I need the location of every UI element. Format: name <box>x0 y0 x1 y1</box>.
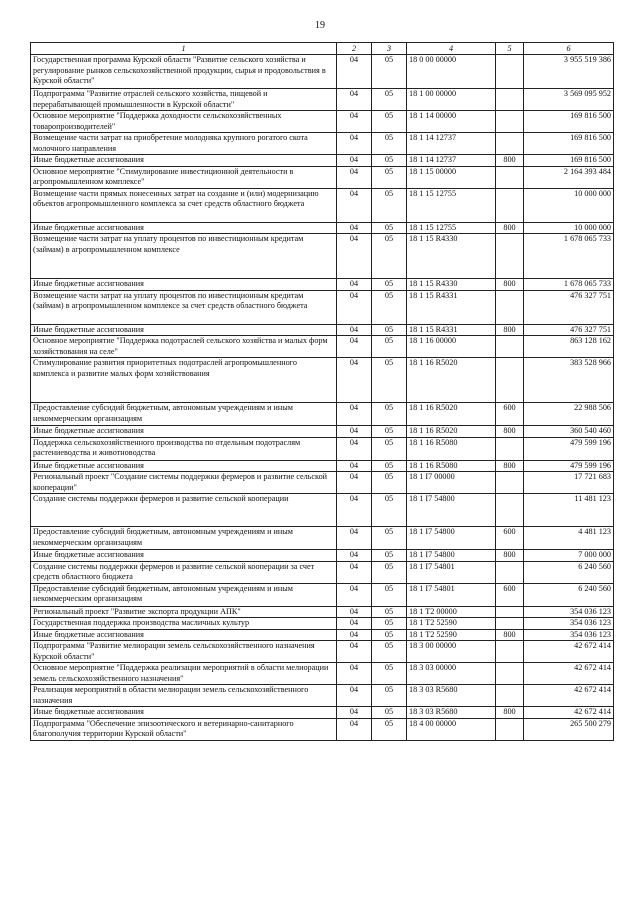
cell-target-code: 18 1 15 00000 <box>407 166 496 188</box>
cell-expense-type <box>496 641 524 663</box>
table-row <box>31 606 614 618</box>
cell-name: Возмещение части затрат на приобретение молодняка крупного рогатого скота молочного направления <box>31 133 337 155</box>
cell-name: Государственная поддержка производства масличных культур <box>31 618 337 630</box>
cell-target-code: 18 1 I7 54801 <box>407 561 496 583</box>
cell-code-3: 05 <box>372 606 407 618</box>
cell-amount: 6 240 560 <box>524 583 614 606</box>
cell-amount: 354 036 123 <box>524 618 614 630</box>
table-row <box>31 324 614 336</box>
cell-amount: 11 481 123 <box>524 494 614 527</box>
cell-code-3: 05 <box>372 718 407 740</box>
cell-amount: 17 721 683 <box>524 472 614 494</box>
cell-code-3: 05 <box>372 685 407 707</box>
cell-code-2: 04 <box>337 606 372 618</box>
cell-target-code: 18 1 16 R5020 <box>407 358 496 403</box>
cell-expense-type: 800 <box>496 550 524 562</box>
col-header-5: 5 <box>496 43 524 55</box>
cell-expense-type: 800 <box>496 460 524 472</box>
cell-amount: 42 672 414 <box>524 663 614 685</box>
table-row <box>31 494 614 527</box>
cell-code-3: 05 <box>372 618 407 630</box>
cell-amount: 42 672 414 <box>524 641 614 663</box>
cell-amount: 42 672 414 <box>524 707 614 719</box>
cell-code-3: 05 <box>372 707 407 719</box>
cell-name: Возмещение части прямых понесенных затрат на создание и (или) модернизацию объектов агропромышленного комплекса за счет средств областного бюджета <box>31 188 337 222</box>
cell-code-3: 05 <box>372 437 407 460</box>
cell-amount: 1 678 065 733 <box>524 279 614 291</box>
cell-code-3: 05 <box>372 494 407 527</box>
cell-code-3: 05 <box>372 426 407 438</box>
table-row <box>31 663 614 685</box>
cell-name: Предоставление субсидий бюджетным, автономным учреждениям и иным некоммерческим организациям <box>31 527 337 550</box>
table-row <box>31 133 614 155</box>
table-row <box>31 426 614 438</box>
table-row <box>31 460 614 472</box>
cell-expense-type <box>496 561 524 583</box>
cell-amount: 354 036 123 <box>524 606 614 618</box>
cell-amount: 169 816 500 <box>524 111 614 133</box>
cell-code-2: 04 <box>337 583 372 606</box>
col-header-4: 4 <box>407 43 496 55</box>
cell-code-3: 05 <box>372 166 407 188</box>
cell-expense-type: 800 <box>496 426 524 438</box>
cell-code-3: 05 <box>372 279 407 291</box>
cell-amount: 383 528 966 <box>524 358 614 403</box>
cell-expense-type <box>496 618 524 630</box>
table-row <box>31 358 614 403</box>
cell-name: Подпрограмма "Обеспечение эпизоотического и ветеринарно-санитарного благополучия территории Курской области" <box>31 718 337 740</box>
page-number: 19 <box>315 20 325 31</box>
cell-name: Иные бюджетные ассигнования <box>31 550 337 562</box>
cell-target-code: 18 1 I7 54801 <box>407 583 496 606</box>
cell-expense-type <box>496 188 524 222</box>
cell-target-code: 18 1 T2 00000 <box>407 606 496 618</box>
cell-name: Государственная программа Курской области "Развитие сельского хозяйства и регулирование рынков сельскохозяйственной продукции, сырья и продовольствия в Курской области" <box>31 55 337 89</box>
cell-code-2: 04 <box>337 155 372 167</box>
table-row <box>31 290 614 324</box>
cell-target-code: 18 1 15 R4331 <box>407 324 496 336</box>
cell-target-code: 18 1 15 R4331 <box>407 290 496 324</box>
cell-code-2: 04 <box>337 629 372 641</box>
cell-expense-type <box>496 336 524 358</box>
cell-amount: 360 540 460 <box>524 426 614 438</box>
cell-target-code: 18 0 00 00000 <box>407 55 496 89</box>
cell-amount: 10 000 000 <box>524 222 614 234</box>
cell-target-code: 18 1 T2 52590 <box>407 618 496 630</box>
cell-code-2: 04 <box>337 663 372 685</box>
cell-amount: 22 988 506 <box>524 403 614 426</box>
cell-amount: 3 569 095 952 <box>524 89 614 111</box>
col-header-3: 3 <box>372 43 407 55</box>
cell-code-3: 05 <box>372 550 407 562</box>
cell-code-3: 05 <box>372 290 407 324</box>
cell-code-3: 05 <box>372 336 407 358</box>
cell-code-3: 05 <box>372 55 407 89</box>
cell-name: Основное мероприятие "Поддержка доходности сельскохозяйственных товаропроизводителей" <box>31 111 337 133</box>
cell-code-2: 04 <box>337 685 372 707</box>
cell-name: Подпрограмма "Развитие отраслей сельского хозяйства, пищевой и перерабатывающей промышленности в Курской области" <box>31 89 337 111</box>
cell-expense-type <box>496 358 524 403</box>
cell-code-3: 05 <box>372 324 407 336</box>
table-row <box>31 155 614 167</box>
table-row <box>31 222 614 234</box>
cell-code-2: 04 <box>337 561 372 583</box>
cell-name: Реализация мероприятий в области мелиорации земель сельскохозяйственного назначения <box>31 685 337 707</box>
cell-expense-type <box>496 111 524 133</box>
cell-expense-type: 600 <box>496 403 524 426</box>
cell-expense-type: 800 <box>496 222 524 234</box>
cell-code-2: 04 <box>337 550 372 562</box>
table-row <box>31 166 614 188</box>
table-row <box>31 472 614 494</box>
table-row <box>31 550 614 562</box>
cell-expense-type <box>496 718 524 740</box>
cell-target-code: 18 4 00 00000 <box>407 718 496 740</box>
cell-expense-type: 600 <box>496 527 524 550</box>
table-body <box>31 55 614 741</box>
table-row <box>31 629 614 641</box>
cell-code-2: 04 <box>337 324 372 336</box>
cell-name: Иные бюджетные ассигнования <box>31 707 337 719</box>
cell-code-3: 05 <box>372 234 407 279</box>
cell-code-3: 05 <box>372 403 407 426</box>
cell-code-2: 04 <box>337 437 372 460</box>
cell-name: Предоставление субсидий бюджетным, автономным учреждениям и иным некоммерческим организациям <box>31 403 337 426</box>
cell-amount: 169 816 500 <box>524 155 614 167</box>
table-row <box>31 707 614 719</box>
cell-name: Иные бюджетные ассигнования <box>31 155 337 167</box>
cell-amount: 863 128 162 <box>524 336 614 358</box>
cell-name: Создание системы поддержки фермеров и развитие сельской кооперации за счет средств областного бюджета <box>31 561 337 583</box>
cell-target-code: 18 1 16 R5020 <box>407 403 496 426</box>
cell-expense-type <box>496 89 524 111</box>
cell-expense-type: 800 <box>496 707 524 719</box>
cell-name: Региональный проект "Развитие экспорта продукции АПК" <box>31 606 337 618</box>
cell-code-2: 04 <box>337 403 372 426</box>
cell-code-3: 05 <box>372 663 407 685</box>
cell-expense-type: 600 <box>496 583 524 606</box>
cell-target-code: 18 3 00 00000 <box>407 641 496 663</box>
cell-amount: 10 000 000 <box>524 188 614 222</box>
cell-code-2: 04 <box>337 234 372 279</box>
table-row <box>31 336 614 358</box>
table-header-row <box>31 43 614 55</box>
cell-code-3: 05 <box>372 222 407 234</box>
cell-name: Региональный проект "Создание системы поддержки фермеров и развитие сельской кооперации" <box>31 472 337 494</box>
cell-code-2: 04 <box>337 618 372 630</box>
col-header-1: 1 <box>31 43 337 55</box>
cell-code-2: 04 <box>337 111 372 133</box>
cell-code-3: 05 <box>372 583 407 606</box>
cell-amount: 354 036 123 <box>524 629 614 641</box>
cell-name: Предоставление субсидий бюджетным, автономным учреждениям и иным некоммерческим организациям <box>31 583 337 606</box>
cell-amount: 479 599 196 <box>524 437 614 460</box>
cell-name: Иные бюджетные ассигнования <box>31 629 337 641</box>
cell-target-code: 18 1 15 R4330 <box>407 279 496 291</box>
cell-expense-type <box>496 166 524 188</box>
col-header-2: 2 <box>337 43 372 55</box>
cell-code-2: 04 <box>337 641 372 663</box>
cell-code-2: 04 <box>337 188 372 222</box>
cell-amount: 479 599 196 <box>524 460 614 472</box>
cell-code-2: 04 <box>337 166 372 188</box>
cell-code-3: 05 <box>372 155 407 167</box>
cell-target-code: 18 3 03 R5680 <box>407 685 496 707</box>
cell-expense-type <box>496 494 524 527</box>
cell-name: Иные бюджетные ассигнования <box>31 279 337 291</box>
cell-code-3: 05 <box>372 629 407 641</box>
table-row <box>31 55 614 89</box>
cell-target-code: 18 3 03 R5680 <box>407 707 496 719</box>
cell-amount: 476 327 751 <box>524 290 614 324</box>
cell-code-2: 04 <box>337 426 372 438</box>
cell-name: Иные бюджетные ассигнования <box>31 222 337 234</box>
table-row <box>31 561 614 583</box>
cell-code-3: 05 <box>372 358 407 403</box>
cell-amount: 2 164 393 484 <box>524 166 614 188</box>
cell-target-code: 18 1 16 R5020 <box>407 426 496 438</box>
cell-target-code: 18 1 T2 52590 <box>407 629 496 641</box>
cell-target-code: 18 1 I7 54800 <box>407 527 496 550</box>
cell-amount: 7 000 000 <box>524 550 614 562</box>
cell-expense-type <box>496 55 524 89</box>
cell-amount: 169 816 500 <box>524 133 614 155</box>
table-row <box>31 527 614 550</box>
cell-expense-type <box>496 663 524 685</box>
cell-expense-type <box>496 472 524 494</box>
table-row <box>31 685 614 707</box>
cell-code-2: 04 <box>337 494 372 527</box>
cell-code-3: 05 <box>372 527 407 550</box>
cell-expense-type: 800 <box>496 629 524 641</box>
cell-target-code: 18 1 14 12737 <box>407 133 496 155</box>
cell-code-2: 04 <box>337 718 372 740</box>
cell-code-2: 04 <box>337 222 372 234</box>
cell-code-2: 04 <box>337 290 372 324</box>
cell-code-2: 04 <box>337 527 372 550</box>
cell-target-code: 18 1 15 R4330 <box>407 234 496 279</box>
cell-expense-type: 800 <box>496 324 524 336</box>
cell-name: Основное мероприятие "Поддержка подотраслей сельского хозяйства и малых форм хозяйствования на селе" <box>31 336 337 358</box>
cell-target-code: 18 1 I7 00000 <box>407 472 496 494</box>
cell-name: Возмещение части затрат на уплату процентов по инвестиционным кредитам (займам) в агропромышленном комплексе <box>31 234 337 279</box>
cell-target-code: 18 1 16 R5080 <box>407 437 496 460</box>
cell-name: Возмещение части затрат на уплату процентов по инвестиционным кредитам (займам) в агропромышленном комплексе за счет средств областного бюджета <box>31 290 337 324</box>
cell-name: Поддержка сельскохозяйственного производства по отдельным подотраслям растениеводства и животноводства <box>31 437 337 460</box>
cell-amount: 476 327 751 <box>524 324 614 336</box>
cell-amount: 42 672 414 <box>524 685 614 707</box>
cell-code-3: 05 <box>372 111 407 133</box>
cell-code-2: 04 <box>337 89 372 111</box>
table-row <box>31 718 614 740</box>
cell-expense-type <box>496 290 524 324</box>
table-row <box>31 641 614 663</box>
cell-amount: 3 955 519 386 <box>524 55 614 89</box>
table-row <box>31 583 614 606</box>
cell-target-code: 18 3 03 00000 <box>407 663 496 685</box>
cell-code-3: 05 <box>372 641 407 663</box>
cell-code-2: 04 <box>337 279 372 291</box>
cell-code-2: 04 <box>337 707 372 719</box>
cell-name: Стимулирование развития приоритетных подотраслей агропромышленного комплекса и развитие малых форм хозяйствования <box>31 358 337 403</box>
cell-target-code: 18 1 00 00000 <box>407 89 496 111</box>
cell-name: Создание системы поддержки фермеров и развитие сельской кооперации <box>31 494 337 527</box>
cell-code-2: 04 <box>337 133 372 155</box>
cell-code-3: 05 <box>372 460 407 472</box>
cell-code-3: 05 <box>372 561 407 583</box>
budget-table <box>30 42 614 741</box>
table-row <box>31 618 614 630</box>
cell-expense-type: 800 <box>496 279 524 291</box>
cell-code-3: 05 <box>372 89 407 111</box>
cell-expense-type <box>496 234 524 279</box>
cell-amount: 1 678 065 733 <box>524 234 614 279</box>
cell-amount: 4 481 123 <box>524 527 614 550</box>
table-row <box>31 89 614 111</box>
cell-expense-type: 800 <box>496 155 524 167</box>
cell-target-code: 18 1 15 12755 <box>407 188 496 222</box>
cell-code-3: 05 <box>372 133 407 155</box>
cell-name: Основное мероприятие "Поддержка реализации мероприятий в области мелиорации земель сельскохозяйственного назначения" <box>31 663 337 685</box>
cell-target-code: 18 1 15 12755 <box>407 222 496 234</box>
cell-amount: 6 240 560 <box>524 561 614 583</box>
cell-name: Иные бюджетные ассигнования <box>31 324 337 336</box>
cell-name: Иные бюджетные ассигнования <box>31 460 337 472</box>
table-row <box>31 234 614 279</box>
cell-target-code: 18 1 14 00000 <box>407 111 496 133</box>
cell-target-code: 18 1 I7 54800 <box>407 550 496 562</box>
cell-name: Иные бюджетные ассигнования <box>31 426 337 438</box>
cell-amount: 265 500 279 <box>524 718 614 740</box>
table-row <box>31 188 614 222</box>
cell-target-code: 18 1 16 R5080 <box>407 460 496 472</box>
cell-name: Подпрограмма "Развитие мелиорации земель сельскохозяйственного назначения Курской области" <box>31 641 337 663</box>
cell-code-2: 04 <box>337 472 372 494</box>
cell-code-2: 04 <box>337 460 372 472</box>
table-row <box>31 403 614 426</box>
cell-code-2: 04 <box>337 55 372 89</box>
cell-target-code: 18 1 16 00000 <box>407 336 496 358</box>
cell-code-2: 04 <box>337 358 372 403</box>
col-header-6: 6 <box>524 43 614 55</box>
table-row <box>31 437 614 460</box>
table-row <box>31 111 614 133</box>
cell-expense-type <box>496 437 524 460</box>
cell-expense-type <box>496 685 524 707</box>
cell-target-code: 18 1 14 12737 <box>407 155 496 167</box>
cell-code-3: 05 <box>372 188 407 222</box>
cell-expense-type <box>496 606 524 618</box>
cell-code-2: 04 <box>337 336 372 358</box>
cell-target-code: 18 1 I7 54800 <box>407 494 496 527</box>
cell-code-3: 05 <box>372 472 407 494</box>
cell-expense-type <box>496 133 524 155</box>
cell-name: Основное мероприятие "Стимулирование инвестиционной деятельности в агропромышленном комплексе" <box>31 166 337 188</box>
table-row <box>31 279 614 291</box>
